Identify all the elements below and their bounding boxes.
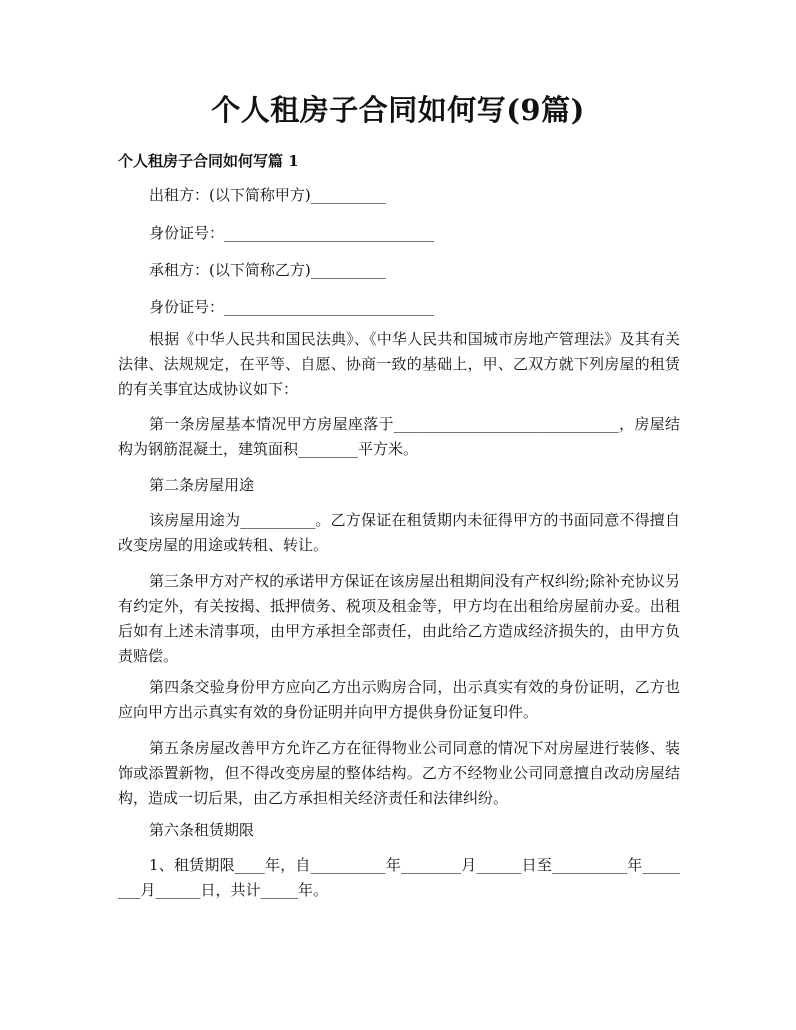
lessee-line: 承租方：(以下简称乙方)__________ (149, 261, 386, 279)
section-heading: 个人租房子合同如何写篇 1 (118, 152, 299, 170)
lease-term-paragraph: 1、租赁期限____年，自__________年________月______日至__________年________月______日，共计_____年。 (118, 856, 680, 899)
lessor-line: 出租方：(以下简称甲方)__________ (149, 186, 386, 204)
lessee-id-line: 身份证号：____________________________ (149, 298, 435, 316)
preamble-paragraph: 根据《中华人民共和国民法典》、《中华人民共和国城市房地产管理法》及其有关法律、法规规定，在平等、自愿、协商一致的基础上，甲、乙双方就下列房屋的租赁的有关事宜达成协议如下： (118, 330, 680, 398)
article-3-paragraph: 第三条甲方对产权的承诺甲方保证在该房屋出租期间没有产权纠纷;除补充协议另有约定外，有关按揭、抵押债务、税项及租金等，甲方均在出租给房屋前办妥。出租后如有上述未清事项，由甲方承担全部责任，由此给乙方造成经济损失的，由甲方负责赔偿。 (118, 572, 680, 665)
article-2-paragraph: 该房屋用途为__________。乙方保证在租赁期内未征得甲方的书面同意不得擅自改变房屋的用途或转租、转让。 (118, 511, 680, 554)
article-4-paragraph: 第四条交验身份甲方应向乙方出示购房合同，出示真实有效的身份证明，乙方也应向甲方出示真实有效的身份证明并向甲方提供身份证复印件。 (118, 678, 680, 721)
article-1-paragraph: 第一条房屋基本情况甲方房屋座落于______________________________，房屋结构为钢筋混凝土，建筑面积________平方米。 (118, 415, 680, 458)
article-2-heading: 第二条房屋用途 (149, 476, 255, 494)
document-title: 个人租房子合同如何写(9篇) (211, 93, 585, 127)
article-6-heading: 第六条租赁期限 (149, 821, 255, 839)
article-5-paragraph: 第五条房屋改善甲方允许乙方在征得物业公司同意的情况下对房屋进行装修、装饰或添置新物，但不得改变房屋的整体结构。乙方不经物业公司同意擅自改动房屋结构，造成一切后果，由乙方承担相关经济责任和法律纠纷。 (118, 739, 680, 807)
lessor-id-line: 身份证号：____________________________ (149, 224, 435, 242)
